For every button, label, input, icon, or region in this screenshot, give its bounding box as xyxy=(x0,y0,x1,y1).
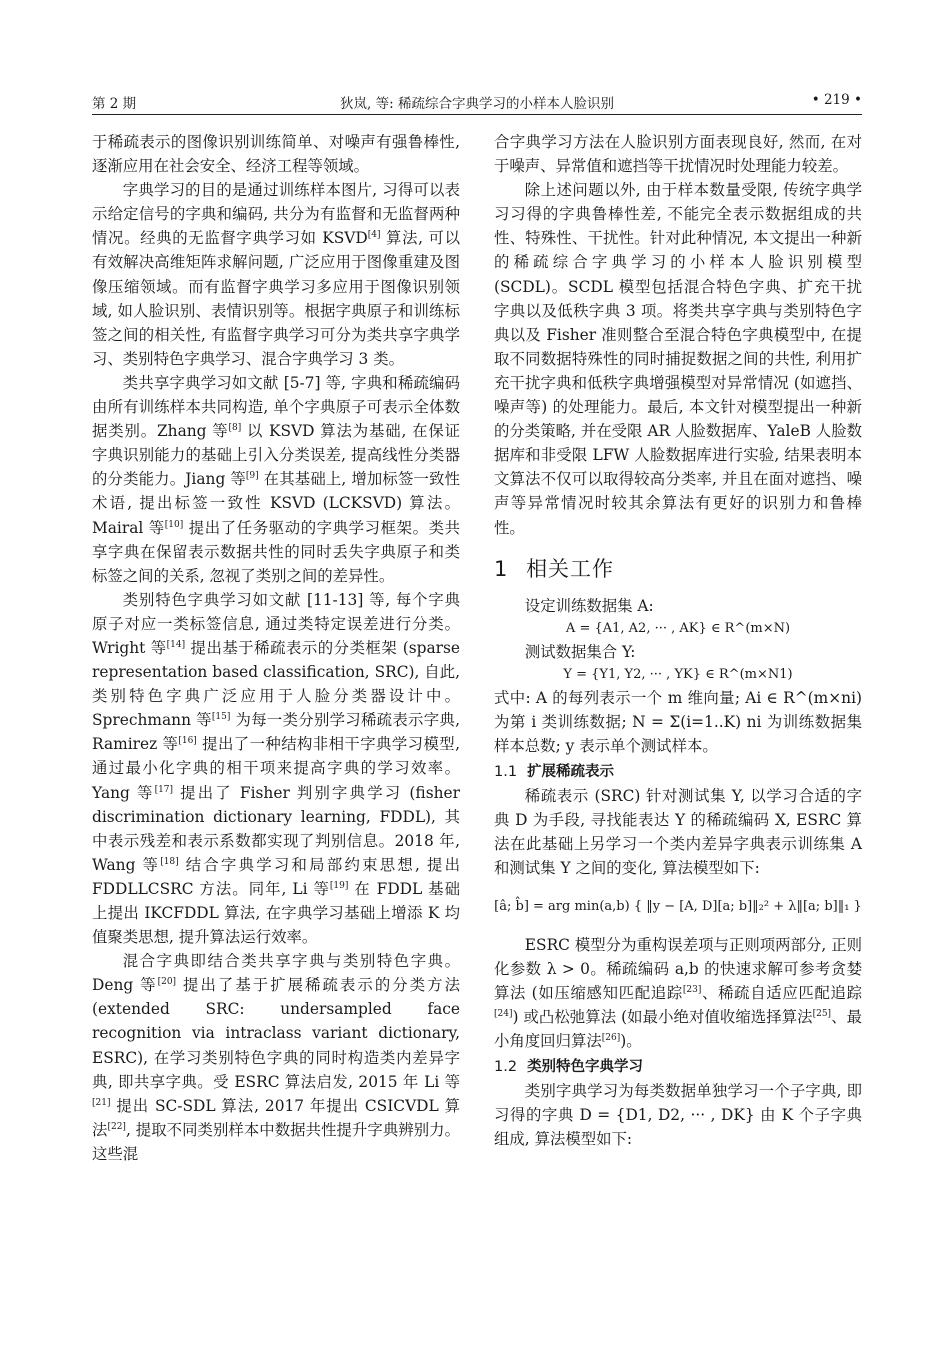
left-column xyxy=(92,130,460,1166)
citation-marker: [26] xyxy=(601,1032,621,1043)
citation-marker: [19] xyxy=(329,880,349,891)
definition-text: 测试数据集合 Y: xyxy=(524,642,636,661)
paragraph: 混合字典即结合类共享字典与类别特色字典。Deng 等[20] 提出了基于扩展稀疏表示的分类方法 (extended SRC: undersampled face recognition via intraclass variant dictionary, ESRC), 在学习类别特色字典的同时构造类内差异字典, 即共享字典。受 ESRC 算法启发, 2015 年 Li 等[21] 提出 SC-SDL 算法, 2017 年提出 CSICVDL 算法[22], 提取不同类别样本中数据共性提升字典辨别力。这些混 xyxy=(92,952,460,1163)
section-number: 1 xyxy=(494,556,509,581)
running-header xyxy=(92,90,862,114)
running-title: 狄岚, 等: 稀疏综合字典学习的小样本人脸识别 xyxy=(340,96,614,112)
subsection-heading xyxy=(494,1055,862,1079)
paragraph: 类别特色字典学习如文献 [11-13] 等, 每个字典原子对应一类标签信息, 通过类特定误差进行分类。Wright 等[14] 提出基于稀疏表示的分类框架 (sparse representation based classification, SRC), 自此, 类别特色字典广泛应用于人脸分类器设计中。Sprechmann 等[15] 为每一类分别学习稀疏表示字典, Ramirez 等[16] 提出了一种结构非相干字典学习模型, 通过最小化字典的相干项来提高字典的学习效率。Yang 等[17] 提出了 Fisher 判别字典学习 (fisher discrimination dictionary learning, FDDL), 其中表示残差和表示系数都实现了判别信息。2018 年, Wang 等[18] 结合字典学习和局部约束思想, 提出 FDDLLCSRC 方法。同年, Li 等[19] 在 FDDL 基础上提出 IKCFDDL 算法, 在字典学习基础上增添 K 均值聚类思想, 提升算法运行效率。 xyxy=(92,590,460,947)
equation-test-set: Y = {Y1, Y2, ··· , YK} ∈ R^(m×N1) xyxy=(563,666,793,682)
citation-marker: [8] xyxy=(228,423,242,434)
citation-marker: [22] xyxy=(107,1121,126,1132)
subsection-number: 1.2 xyxy=(494,1059,518,1075)
right-column xyxy=(494,130,862,1151)
subsection-title: 扩展稀疏表示 xyxy=(527,764,615,781)
definition-text: 设定训练数据集 A: xyxy=(524,596,654,615)
citation-marker: [20] xyxy=(157,977,177,988)
citation-marker: [9] xyxy=(245,471,259,482)
paragraph: ESRC 模型分为重构误差项与正则项两部分, 正则化参数 λ > 0。稀疏编码 a,b 的快速求解可参考贪婪算法 (如压缩感知匹配追踪[23]、稀疏自适应匹配追踪[24]) 或凸松弛算法 (如最小绝对值收缩选择算法[25]、最小角度回归算法[26])。 xyxy=(494,935,862,1050)
paragraph: 于稀疏表示的图像识别训练简单、对噪声有强鲁棒性, 逐渐应用在社会安全、经济工程等领域。 xyxy=(92,133,460,176)
citation-marker: [25] xyxy=(812,1008,832,1019)
paragraph: 合字典学习方法在人脸识别方面表现良好, 然而, 在对于噪声、异常值和遮挡等干扰情况时处理能力较差。 xyxy=(494,133,862,176)
equation-esrc: [â; b̂] = arg min(a,b) { ‖y − [A, D][a; b]‖₂² + λ‖[a; b]‖₁ } xyxy=(494,898,862,914)
subsection-heading xyxy=(494,760,862,784)
paragraph: 稀疏表示 (SRC) 针对测试集 Y, 以学习合适的字典 D 为手段, 寻找能表达 Y 的稀疏编码 X, ESRC 算法在此基础上另学习一个类内差异字典表示训练集 A 和测试集 Y 之间的变化, 算法模型如下: xyxy=(494,787,862,878)
issue-label: 第 2 期 xyxy=(92,96,137,112)
paragraph: 除上述问题以外, 由于样本数量受限, 传统字典学习习得的字典鲁棒性差, 不能完全表示数据组成的共性、特殊性、干扰性。针对此种情况, 本文提出一种新的稀疏综合字典学习的小样本人脸识别模型 (SCDL)。SCDL 模型包括混合特色字典、扩充干扰字典以及低秩字典 3 项。将类共享字典与类别特色字典以及 Fisher 准则整合至混合特色字典模型中, 在提取不同数据特殊性的同时捕捉数据之间的共性, 利用扩充干扰字典和低秩字典增强模型对异常情况 (如遮挡、噪声等) 的处理能力。最后, 本文针对模型提出一种新的分类策略, 并在受限 AR 人脸数据库、YaleB 人脸数据库和非受限 LFW 人脸数据库进行实验, 结果表明本文算法不仅可以取得较高分类率, 并且在面对遮挡、噪声等异常情况时较其余算法有更好的识别力和鲁棒性。 xyxy=(494,181,862,537)
citation-marker: [14] xyxy=(166,639,186,650)
citation-marker: [15] xyxy=(211,712,231,723)
page-number: • 219 • xyxy=(811,92,862,108)
citation-marker: [16] xyxy=(178,736,197,747)
paragraph: 类别字典学习为每类数据单独学习一个子字典, 即习得的字典 D = {D1, D2, ··· , DK} 由 K 个子字典组成, 算法模型如下: xyxy=(494,1082,862,1149)
section-title: 相关工作 xyxy=(526,556,615,581)
where-text: 式中: A 的每列表示一个 m 维向量; Ai ∈ R^(m×ni) 为第 i 类训练数据; N = Σ(i=1..K) ni 为训练数据集样本总数; y 表示单个测试样本。 xyxy=(494,688,862,755)
equation-train-set: A = {A1, A2, ··· , AK} ∈ R^(m×N) xyxy=(565,620,791,636)
paragraph: 字典学习的目的是通过训练样本图片, 习得可以表示给定信号的字典和编码, 共分为有监督和无监督两种情况。经典的无监督字典学习如 KSVD[4] 算法, 可以有效解决高维矩阵求解问题, 广泛应用于图像重建及图像压缩领域。而有监督字典学习多应用于图像识别领域, 如人脸识别、表情识别等。根据字典原子和训练标签之间的相关性, 有监督字典学习可分为类共享字典学习、类别特色字典学习、混合字典学习 3 类。 xyxy=(92,181,460,368)
citation-marker: [4] xyxy=(367,230,381,241)
header-rule xyxy=(92,114,862,115)
citation-marker: [17] xyxy=(154,784,174,795)
citation-marker: [24] xyxy=(494,1008,513,1019)
subsection-title: 类别特色字典学习 xyxy=(527,1059,644,1075)
citation-marker: [18] xyxy=(160,856,179,867)
section-heading xyxy=(494,554,862,584)
citation-marker: [23] xyxy=(682,984,702,995)
subsection-number: 1.1 xyxy=(494,764,518,781)
citation-marker: [21] xyxy=(92,1097,111,1108)
citation-marker: [10] xyxy=(164,519,184,530)
paragraph: 类共享字典学习如文献 [5-7] 等, 字典和稀疏编码由所有训练样本共同构造, 单个字典原子可表示全体数据类别。Zhang 等[8] 以 KSVD 算法为基础, 在保证字典识别能力的基础上引入分类误差, 提高线性分类器的分类能力。Jiang 等[9] 在其基础上, 增加标签一致性术语, 提出标签一致性 KSVD (LCKSVD) 算法。Mairal 等[10] 提出了任务驱动的字典学习框架。类共享字典在保留表示数据共性的同时丢失字典原子和类标签之间的关系, 忽视了类别之间的差异性。 xyxy=(92,373,460,585)
